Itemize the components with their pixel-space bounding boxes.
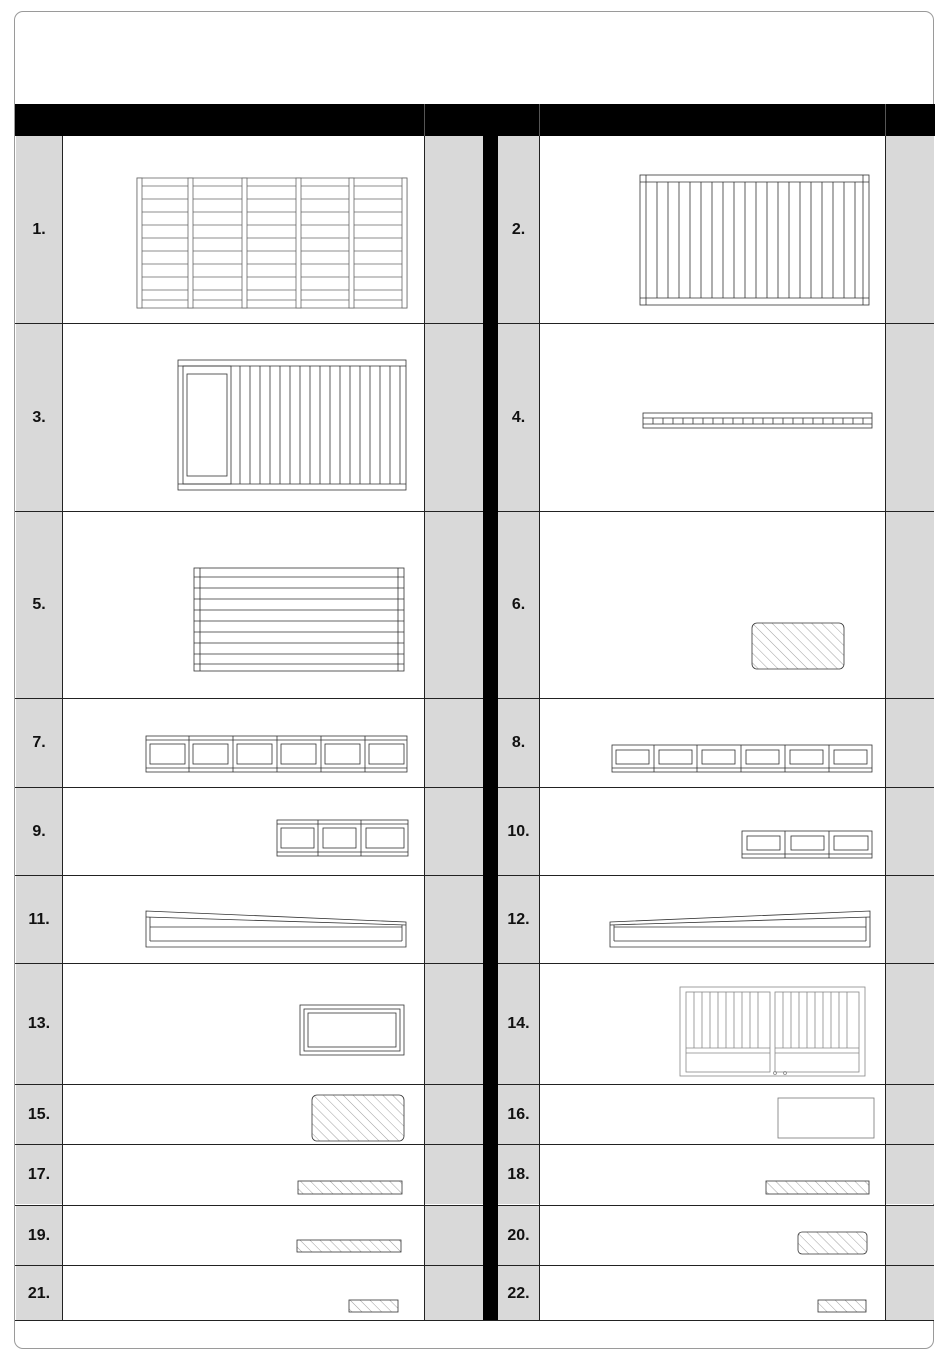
part-number: 18. xyxy=(498,1145,539,1204)
part-number: 6. xyxy=(498,512,539,698)
part-number: 1. xyxy=(16,136,62,323)
door-panel-with-frame-icon xyxy=(178,360,406,490)
part-number: 19. xyxy=(16,1206,62,1265)
rounded-hatched-board-icon xyxy=(798,1232,867,1254)
hatched-strip-icon xyxy=(766,1181,869,1194)
three-bay-beam-icon xyxy=(277,820,408,856)
part-number: 5. xyxy=(16,512,62,698)
part-number: 2. xyxy=(498,136,539,323)
three-bay-beam-icon xyxy=(742,831,872,858)
window-frame-icon xyxy=(300,1005,404,1055)
sloped-rail-icon xyxy=(146,911,406,947)
horizontal-slat-panel-icon xyxy=(137,178,407,308)
six-bay-beam-icon xyxy=(146,736,407,772)
hatched-strip-icon xyxy=(298,1181,402,1194)
small-hatched-block-icon xyxy=(349,1300,398,1312)
part-number: 21. xyxy=(16,1266,62,1321)
part-number: 15. xyxy=(16,1085,62,1144)
part-number: 3. xyxy=(16,324,62,511)
part-number: 14. xyxy=(498,964,539,1084)
small-hatched-block-icon xyxy=(818,1300,866,1312)
part-number: 17. xyxy=(16,1145,62,1204)
part-number: 7. xyxy=(16,699,62,787)
part-number: 13. xyxy=(16,964,62,1084)
part-number: 11. xyxy=(16,876,62,963)
part-number: 9. xyxy=(16,788,62,875)
hatched-board-icon xyxy=(312,1095,404,1141)
hatched-board-icon xyxy=(752,623,844,669)
part-number: 10. xyxy=(498,788,539,875)
part-number: 12. xyxy=(498,876,539,963)
hatched-strip-icon xyxy=(297,1240,401,1252)
roof-batten-strip-icon xyxy=(643,413,872,428)
sloped-rail-icon xyxy=(610,911,870,947)
horizontal-board-panel-icon xyxy=(194,568,404,671)
plain-panel-icon xyxy=(778,1098,874,1138)
vertical-slat-panel-icon xyxy=(640,175,869,305)
part-number: 20. xyxy=(498,1206,539,1265)
six-bay-beam-icon xyxy=(612,745,872,772)
part-number: 8. xyxy=(498,699,539,787)
part-number: 4. xyxy=(498,324,539,511)
part-number: 22. xyxy=(498,1266,539,1321)
part-number: 16. xyxy=(498,1085,539,1144)
double-door-icon xyxy=(680,987,865,1076)
